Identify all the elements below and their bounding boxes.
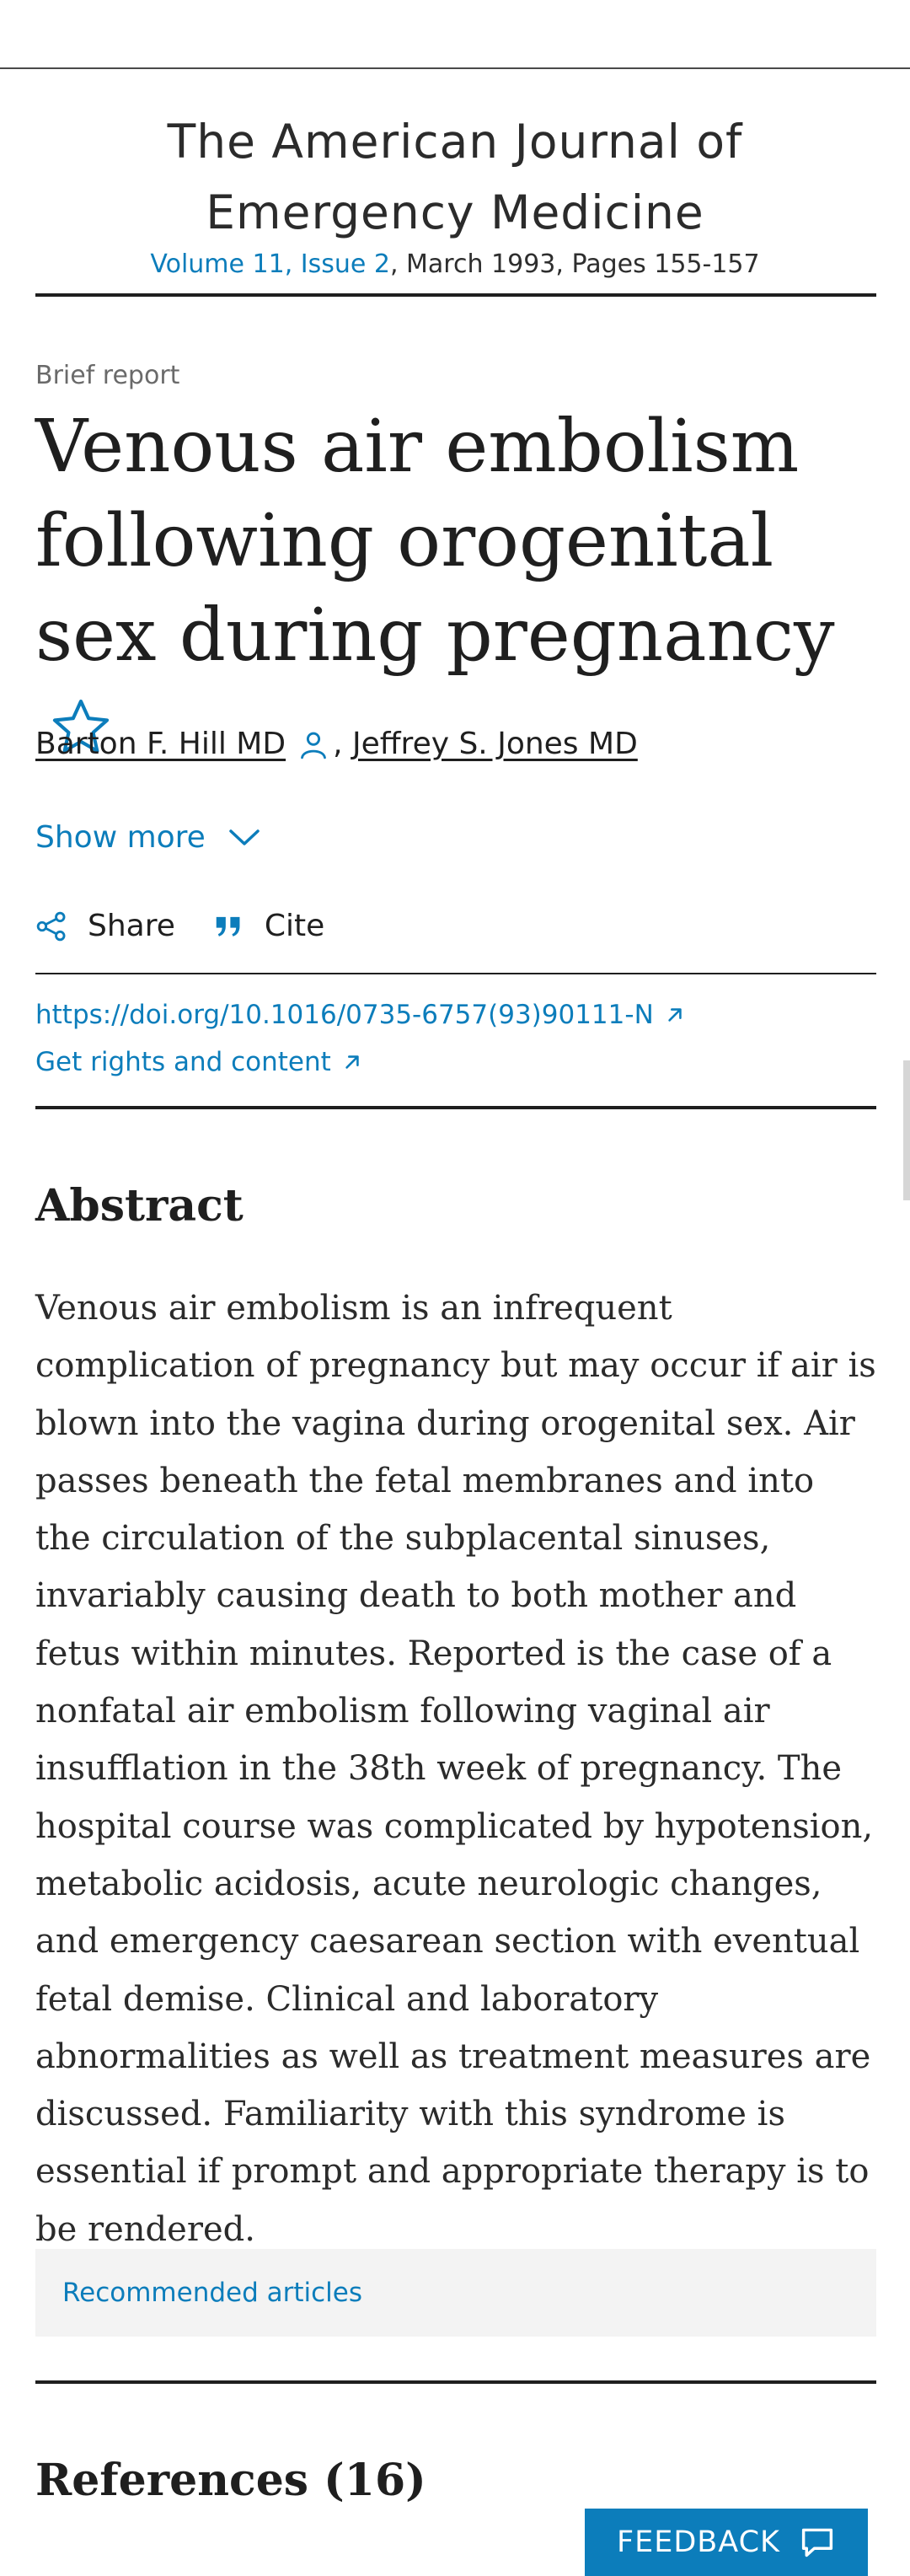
references-divider bbox=[35, 2380, 876, 2384]
doi-link[interactable] bbox=[35, 1000, 684, 1030]
cite-label: Cite bbox=[264, 909, 325, 943]
header-divider bbox=[0, 67, 910, 69]
doi-text: https://doi.org/10.1016/0735-6757(93)90111-N bbox=[35, 1000, 654, 1030]
speech-bubble-icon bbox=[799, 2525, 836, 2559]
abstract-heading: Abstract bbox=[35, 1180, 244, 1232]
external-link-icon bbox=[343, 1053, 361, 1071]
metadata-divider bbox=[35, 1106, 876, 1109]
article-title-text: Venous air embolism following orogenital sex during pregnancy bbox=[35, 405, 835, 678]
issue-link[interactable]: Volume 11, Issue 2 bbox=[150, 250, 390, 279]
external-link-icon bbox=[666, 1006, 684, 1024]
journal-title[interactable]: The American Journal of Emergency Medicine bbox=[167, 115, 743, 239]
show-more-button[interactable] bbox=[35, 820, 261, 855]
share-icon bbox=[35, 910, 67, 942]
journal-divider bbox=[35, 293, 876, 297]
quote-icon bbox=[212, 910, 244, 942]
cite-button[interactable] bbox=[212, 909, 324, 943]
abstract-text: Venous air embolism is an infrequent complication of pregnancy but may occur if air is blown into the vagina during orogenital sex. Air passes beneath the fetal membranes and into the circulation of the subplacental sinuses, invariably causing death to both mother and fetus within minutes. Reported is the case of a nonfatal air embolism following vaginal air insufflation in the 38th week of pregnancy. The hospital course was complicated by hypotension, metabolic acidosis, acute neurologic changes, and emergency caesarean section with eventual fetal demise. Clinical and laboratory abnormalities as well as treatment measures are discussed. Familiarity with this syndrome is essential if prompt and appropriate therapy is to be rendered. bbox=[35, 1289, 876, 2249]
rights-link[interactable] bbox=[35, 1047, 361, 1077]
feedback-label: FEEDBACK bbox=[616, 2525, 781, 2559]
author-separator: , bbox=[333, 727, 343, 761]
article-toolbar bbox=[35, 909, 361, 943]
author-link[interactable]: Jeffrey S. Jones MD bbox=[351, 727, 638, 761]
article-type: Brief report bbox=[35, 361, 180, 390]
show-more-label: Show more bbox=[35, 820, 206, 855]
references-heading: References (16) bbox=[35, 2455, 426, 2506]
author-link[interactable]: Barton F. Hill MD bbox=[35, 727, 286, 761]
journal-issue-info bbox=[34, 250, 876, 279]
share-label: Share bbox=[88, 909, 175, 943]
feedback-button[interactable] bbox=[585, 2509, 868, 2576]
share-button[interactable] bbox=[35, 909, 175, 943]
chevron-down-icon bbox=[228, 828, 261, 848]
recommended-articles-label: Recommended articles bbox=[62, 2278, 363, 2308]
scrollbar-thumb[interactable] bbox=[903, 1060, 910, 1200]
rights-text: Get rights and content bbox=[35, 1047, 331, 1077]
author-list bbox=[35, 727, 638, 761]
toolbar-divider bbox=[35, 973, 876, 974]
person-icon[interactable] bbox=[297, 728, 329, 760]
article-title bbox=[35, 400, 878, 777]
issue-date-pages: , March 1993, Pages 155-157 bbox=[389, 250, 760, 279]
recommended-articles-panel[interactable] bbox=[35, 2249, 876, 2337]
